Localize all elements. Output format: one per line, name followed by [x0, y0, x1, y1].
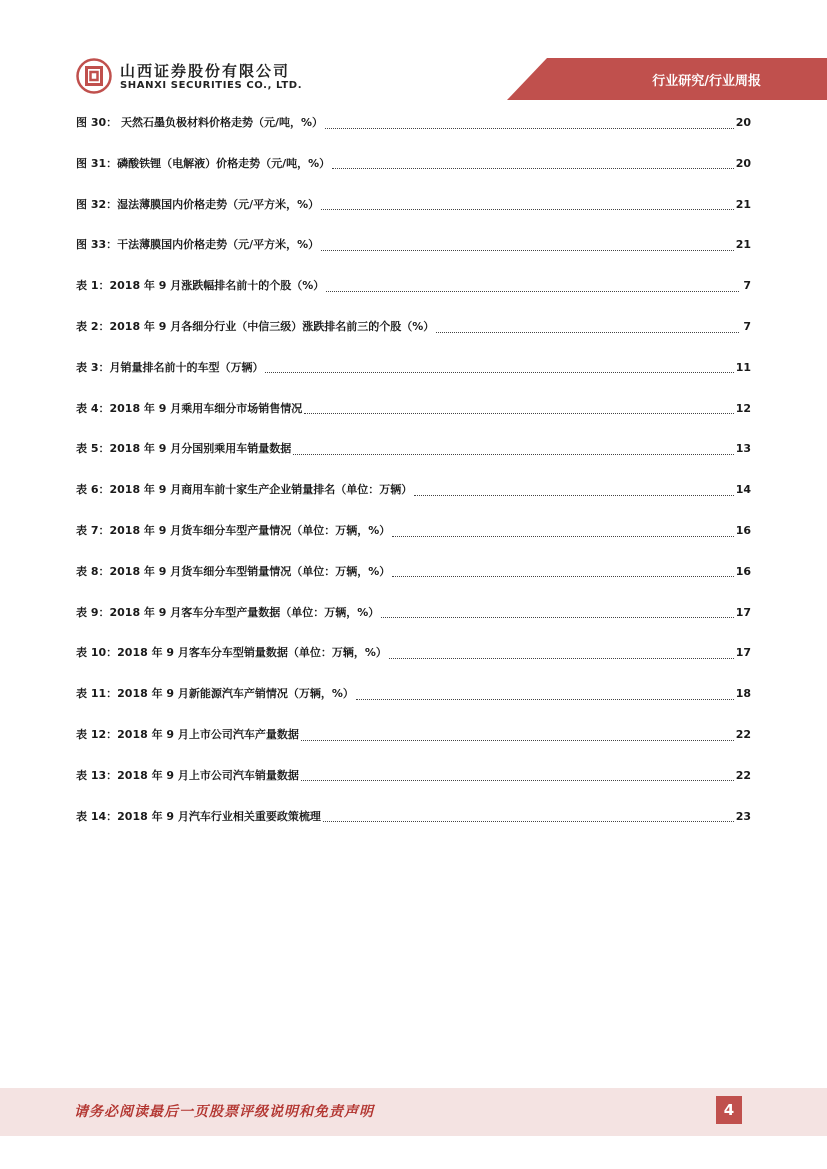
- toc-entry-label: 表 12：2018 年 9 月上市公司汽车产量数据: [76, 728, 299, 741]
- toc-entry-label: 表 1：2018 年 9 月涨跌幅排名前十的个股（%）: [76, 279, 325, 293]
- page-header: [0, 0, 827, 102]
- toc-entry-page: 20: [735, 156, 751, 170]
- toc-entry-label: 表 4：2018 年 9 月乘用车细分市场销售情况: [76, 401, 303, 415]
- toc-entry-page: 16: [735, 564, 751, 578]
- toc-entry-page: 23: [735, 809, 751, 823]
- toc-entry-page: 20: [735, 116, 751, 129]
- toc-entry-label: 图 30： 天然石墨负极材料价格走势（元/吨，%）: [76, 116, 324, 129]
- toc-leader-dots: [293, 446, 733, 455]
- toc-entry[interactable]: [76, 318, 751, 338]
- toc-entry[interactable]: [76, 685, 751, 705]
- toc-entry-page: 7: [743, 320, 751, 333]
- toc-entry-page: 17: [735, 646, 751, 660]
- toc-leader-dots: [321, 242, 734, 251]
- toc-entry-label: 表 3：月销量排名前十的车型（万辆）: [76, 360, 264, 374]
- toc-entry-page: 21: [735, 238, 751, 252]
- toc-leader-dots: [436, 324, 739, 333]
- toc-entry-label: 图 32：湿法薄膜国内价格走势（元/平方米，%）: [76, 197, 320, 211]
- toc-entry-page: 11: [735, 360, 751, 374]
- toc-leader-dots: [356, 691, 734, 700]
- toc-entry[interactable]: [76, 726, 751, 746]
- toc-leader-dots: [301, 732, 734, 741]
- toc-entry[interactable]: [76, 196, 751, 216]
- toc-entry-label: 表 14：2018 年 9 月汽车行业相关重要政策梳理: [76, 809, 321, 823]
- toc-entry-page: 18: [735, 687, 751, 701]
- toc-leader-dots: [301, 772, 734, 781]
- disclaimer-text: 请务必阅读最后一页股票评级说明和免责声明: [74, 1104, 374, 1120]
- toc-entry-page: 7: [743, 279, 751, 293]
- section-title: 行业研究/行业周报: [652, 74, 761, 89]
- toc-entry-page: 12: [735, 401, 751, 415]
- toc-entry[interactable]: [76, 644, 751, 664]
- toc-leader-dots: [392, 568, 733, 577]
- page-number: 4: [716, 1096, 742, 1124]
- toc-entry[interactable]: [76, 155, 751, 175]
- toc-entry[interactable]: [76, 767, 751, 787]
- toc-leader-dots: [414, 487, 733, 496]
- toc-entry-label: 表 5：2018 年 9 月分国别乘用车销量数据: [76, 442, 292, 456]
- toc-entry-page: 13: [735, 442, 751, 456]
- toc-entry-label: 表 11：2018 年 9 月新能源汽车产销情况（万辆，%）: [76, 687, 354, 701]
- toc-entry-label: 图 31：磷酸铁锂（电解液）价格走势（元/吨，%）: [76, 156, 331, 170]
- toc-entry-page: 16: [735, 524, 751, 537]
- toc-entry-label: 图 33：干法薄膜国内价格走势（元/平方米，%）: [76, 238, 320, 252]
- toc-leader-dots: [381, 609, 733, 618]
- toc-entry-page: 14: [735, 483, 751, 497]
- toc-leader-dots: [392, 528, 733, 537]
- toc-entry-label: 表 2：2018 年 9 月各细分行业（中信三级）涨跌排名前三的个股（%）: [76, 320, 435, 333]
- toc-entry[interactable]: [76, 563, 751, 583]
- toc-leader-dots: [304, 405, 733, 414]
- toc-entry-label: 表 8：2018 年 9 月货车细分车型销量情况（单位：万辆，%）: [76, 564, 391, 578]
- toc-entry[interactable]: [76, 604, 751, 624]
- toc-entry-page: 17: [735, 605, 751, 619]
- toc-entry[interactable]: [76, 440, 751, 460]
- toc-leader-dots: [321, 201, 734, 210]
- toc-entry-label: 表 7：2018 年 9 月货车细分车型产量情况（单位：万辆，%）: [76, 524, 391, 537]
- toc-entry[interactable]: [76, 236, 751, 256]
- toc-entry-label: 表 10：2018 年 9 月客车分车型销量数据（单位：万辆，%）: [76, 646, 387, 660]
- company-name-cn: 山西证券股份有限公司: [120, 62, 291, 80]
- toc-leader-dots: [326, 283, 739, 292]
- toc-leader-dots: [389, 650, 734, 659]
- toc-entry[interactable]: [76, 522, 751, 542]
- toc-entry-page: 22: [735, 768, 751, 782]
- shanxi-securities-logo-icon: [76, 58, 112, 94]
- toc-leader-dots: [325, 120, 734, 129]
- toc-entry[interactable]: [76, 359, 751, 379]
- toc-leader-dots: [265, 364, 733, 373]
- toc-entry-label: 表 13：2018 年 9 月上市公司汽车销量数据: [76, 768, 299, 782]
- toc-entry-page: 21: [735, 197, 751, 211]
- company-name-en: SHANXI SECURITIES CO., LTD.: [120, 80, 303, 91]
- toc-entry[interactable]: [76, 481, 751, 501]
- toc-entry-label: 表 9：2018 年 9 月客车分车型产量数据（单位：万辆，%）: [76, 605, 380, 619]
- toc-entry-label: 表 6：2018 年 9 月商用车前十家生产企业销量排名（单位：万辆）: [76, 483, 413, 497]
- toc-entry[interactable]: [76, 114, 751, 134]
- toc-leader-dots: [332, 160, 734, 169]
- toc-entry-page: 22: [735, 728, 751, 741]
- toc-entry[interactable]: [76, 808, 751, 828]
- toc-leader-dots: [323, 813, 734, 822]
- toc-entry[interactable]: [76, 400, 751, 420]
- toc-entry[interactable]: [76, 277, 751, 297]
